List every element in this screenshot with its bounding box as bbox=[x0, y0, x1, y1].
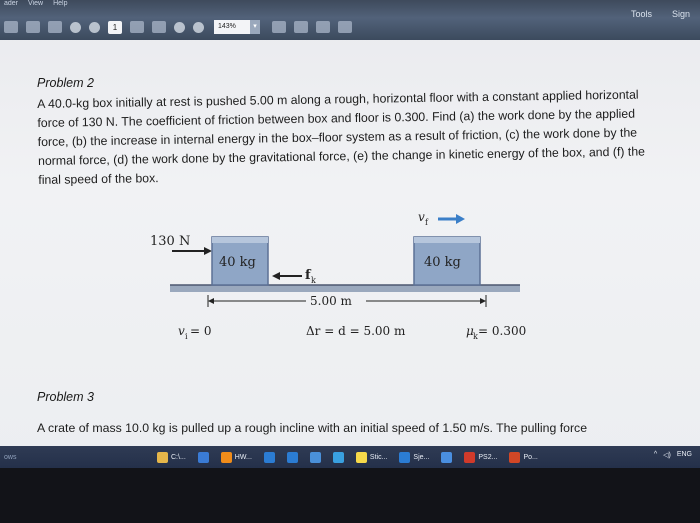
taskbar-app-label: C:\... bbox=[171, 453, 186, 461]
zoom-dropdown-icon[interactable]: ▾ bbox=[250, 20, 260, 34]
app-icon bbox=[287, 452, 298, 463]
problem-3-title: Problem 3 bbox=[37, 390, 94, 404]
comment-icon[interactable] bbox=[316, 21, 330, 33]
taskbar-app-label: HW... bbox=[234, 453, 252, 461]
zoom-out-icon[interactable] bbox=[174, 22, 185, 33]
app-icon bbox=[464, 452, 475, 463]
taskbar-app[interactable] bbox=[330, 449, 347, 465]
taskbar-app[interactable] bbox=[461, 449, 500, 465]
print-icon[interactable] bbox=[26, 21, 40, 33]
taskbar-app[interactable] bbox=[506, 449, 540, 465]
reader-toolbar bbox=[0, 0, 700, 40]
select-icon[interactable] bbox=[130, 21, 144, 33]
windows-taskbar bbox=[0, 446, 700, 468]
highlight-icon[interactable] bbox=[338, 21, 352, 33]
menu-item[interactable]: Help bbox=[53, 0, 68, 7]
initial-velocity-symbol: v bbox=[178, 324, 185, 338]
floor bbox=[170, 285, 520, 292]
taskbar-app-label: Po... bbox=[523, 453, 538, 461]
system-tray bbox=[654, 451, 692, 459]
app-icon bbox=[441, 452, 452, 463]
volume-icon[interactable]: ◁) bbox=[663, 452, 671, 459]
taskbar-left-label: ows bbox=[4, 453, 17, 461]
app-icon bbox=[264, 452, 275, 463]
taskbar-app[interactable] bbox=[353, 449, 391, 465]
problem-3-text: A crate of mass 10.0 kg is pulled up a rough incline with an initial speed of 1.50 m/s. The pulling force bbox=[37, 421, 588, 435]
taskbar-app[interactable] bbox=[438, 449, 455, 465]
app-icon bbox=[333, 452, 344, 463]
app-icon bbox=[356, 452, 367, 463]
applied-force-arrowhead bbox=[204, 247, 212, 255]
fit-page-icon[interactable] bbox=[272, 21, 286, 33]
page-icon[interactable] bbox=[4, 21, 18, 33]
email-icon[interactable] bbox=[48, 21, 62, 33]
problem-2-title: Problem 2 bbox=[37, 76, 94, 90]
page-number-input[interactable]: 1 bbox=[108, 21, 122, 34]
app-icon bbox=[198, 452, 209, 463]
language-indicator[interactable]: ENG bbox=[676, 451, 692, 458]
menu-item[interactable]: View bbox=[28, 0, 44, 7]
final-velocity-label: v bbox=[418, 210, 425, 224]
toolbar-right bbox=[631, 9, 690, 19]
taskbar-app[interactable] bbox=[218, 449, 255, 465]
final-velocity-subscript: f bbox=[425, 218, 428, 227]
distance-label: 5.00 m bbox=[310, 294, 352, 308]
sign-button[interactable]: Sign bbox=[671, 9, 690, 19]
taskbar-app-label: Sje... bbox=[413, 453, 430, 461]
final-velocity-arrowhead bbox=[456, 214, 465, 224]
friction-subscript: k bbox=[311, 276, 316, 285]
friction-arrowhead bbox=[272, 272, 280, 280]
monitor-bezel bbox=[0, 468, 700, 523]
taskbar-app[interactable] bbox=[195, 449, 212, 465]
friction-coefficient-subscript: k bbox=[473, 332, 478, 341]
box-left-label: 40 kg bbox=[219, 255, 256, 270]
menu-strip bbox=[0, 0, 67, 10]
zoom-level-input[interactable]: 143% bbox=[214, 20, 250, 34]
initial-velocity-subscript: i bbox=[185, 332, 188, 341]
scroll-mode-icon[interactable] bbox=[294, 21, 308, 33]
app-icon bbox=[221, 452, 232, 463]
friction-label: f bbox=[305, 268, 311, 283]
app-icon bbox=[399, 452, 410, 463]
applied-force-label: 130 N bbox=[150, 234, 191, 249]
tray-chevron-icon[interactable]: ^ bbox=[653, 451, 658, 458]
app-icon bbox=[310, 452, 321, 463]
taskbar-app[interactable] bbox=[396, 449, 432, 465]
tools-button[interactable]: Tools bbox=[630, 9, 652, 19]
box-right-label: 40 kg bbox=[424, 255, 461, 270]
prev-page-icon[interactable] bbox=[70, 22, 81, 33]
friction-coefficient-symbol: μ bbox=[466, 324, 474, 338]
taskbar-app[interactable] bbox=[261, 449, 278, 465]
displacement-label: Δr = d = 5.00 m bbox=[306, 324, 406, 338]
taskbar-app[interactable] bbox=[307, 449, 324, 465]
taskbar-app[interactable] bbox=[154, 449, 189, 465]
toolbar-row bbox=[0, 17, 356, 37]
taskbar-app[interactable] bbox=[284, 449, 301, 465]
app-icon bbox=[157, 452, 168, 463]
app-icon bbox=[509, 452, 520, 463]
zoom-in-icon[interactable] bbox=[193, 22, 204, 33]
initial-velocity-value: = 0 bbox=[190, 324, 212, 338]
box-diagram-figure bbox=[130, 205, 570, 345]
document-page bbox=[0, 40, 700, 448]
taskbar-app-label: Stic... bbox=[369, 453, 388, 461]
friction-coefficient-value: = 0.300 bbox=[478, 324, 527, 338]
next-page-icon[interactable] bbox=[89, 22, 100, 33]
problem-2-text: A 40.0-kg box initially at rest is pushed 5.00 m along a rough, horizontal floor with a constant applied horizontal force of 130 N. The coefficient of friction between box and floor is 0.300. Find (a) the work done by the applied force, (b) the increase in internal energy in the box–floor system as a result of friction, (c) the work done by the normal force, (d) the work done by the gravitational force, (e) the change in kinetic energy of the box, and (f) the final speed of the box. bbox=[37, 87, 646, 187]
taskbar-app-label: PS2... bbox=[478, 453, 498, 461]
hand-tool-icon[interactable] bbox=[152, 21, 166, 33]
menu-item[interactable]: ader bbox=[4, 0, 19, 7]
